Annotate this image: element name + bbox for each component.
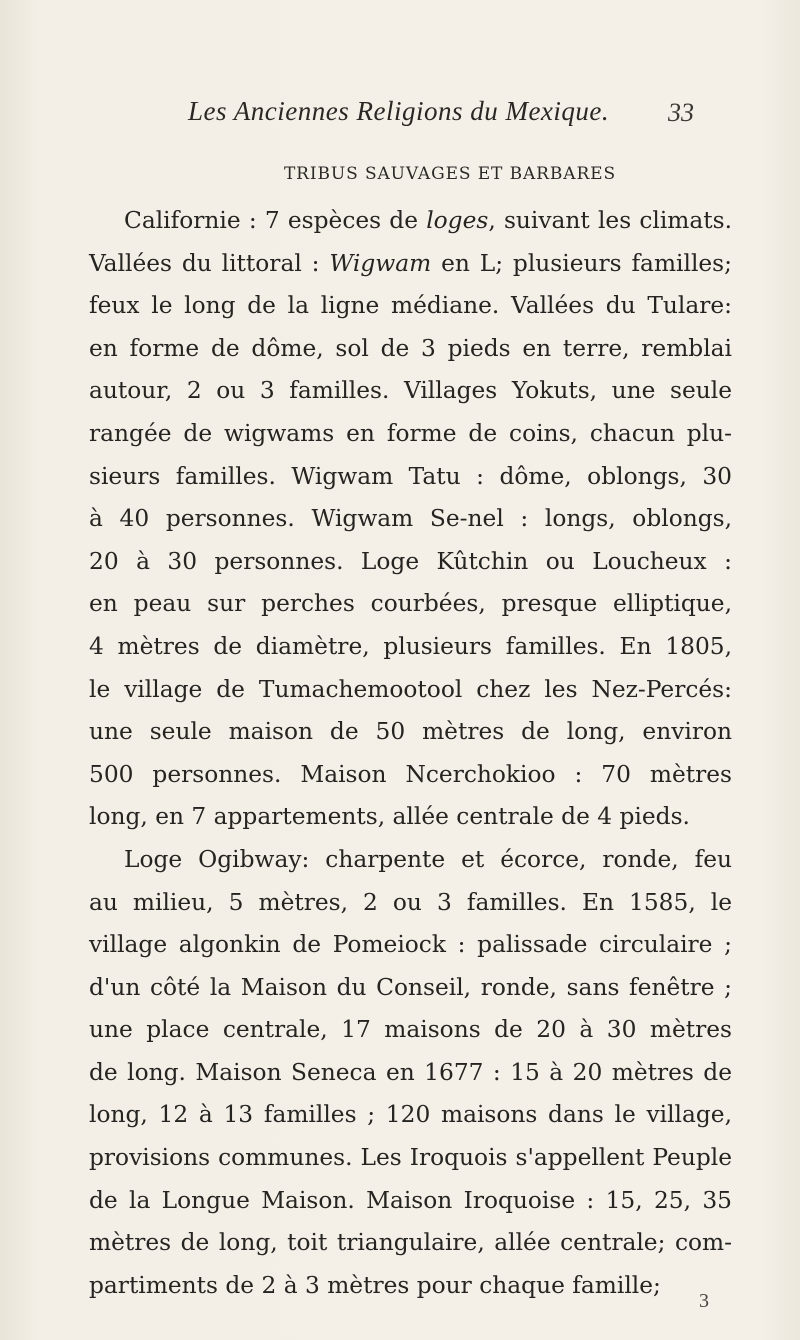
- text-line: [89, 839, 732, 882]
- text-line: [89, 456, 732, 499]
- text-line: [89, 200, 732, 243]
- section-heading-text: TRIBUS SAUVAGES ET BARBARES: [283, 164, 616, 184]
- running-head-page-number: 33: [668, 98, 694, 127]
- italic-text: Wigwam: [329, 249, 432, 277]
- text-line: [89, 882, 732, 925]
- text-segment: rangée de wigwams en forme de coins, chacun plu-: [89, 419, 732, 447]
- text-segment: 500 personnes. Maison Ncerchokioo : 70 mètres: [89, 760, 732, 788]
- signature-mark: 3: [699, 1290, 709, 1312]
- text-segment: d'un côté la Maison du Conseil, ronde, sans fenêtre ;: [89, 973, 732, 1001]
- text-segment: le village de Tumachemootool chez les Nez-Percés:: [89, 675, 732, 703]
- text-segment: en peau sur perches courbées, presque elliptique,: [89, 590, 732, 618]
- text-line: [89, 1094, 732, 1137]
- text-segment: sieurs familles. Wigwam Tatu : dôme, oblongs, 30: [89, 462, 732, 490]
- text-segment: , suivant les climats.: [488, 207, 732, 234]
- running-head: [0, 96, 800, 136]
- text-line: [89, 711, 732, 754]
- text-segment: de long. Maison Seneca en 1677 : 15 à 20 mètres de: [89, 1058, 732, 1086]
- text-segment: 20 à 30 personnes. Loge Kûtchin ou Loucheux :: [89, 547, 732, 575]
- text-segment: 4 mètres de diamètre, plusieurs familles. En 1805,: [89, 632, 732, 660]
- text-segment: partiments de 2 à 3 mètres pour chaque famille;: [89, 1271, 661, 1299]
- text-line: [89, 413, 732, 456]
- text-line: [89, 1222, 732, 1265]
- text-line: [89, 754, 732, 797]
- text-segment: autour, 2 ou 3 familles. Villages Yokuts, une seule: [89, 377, 732, 405]
- text-segment: une place centrale, 17 maisons de 20 à 30 mètres: [89, 1016, 732, 1044]
- text-line: [89, 498, 732, 541]
- text-segment: au milieu, 5 mètres, 2 ou 3 familles. En 1585, le: [89, 888, 732, 916]
- text-segment: provisions communes. Les Iroquois s'appellent Peuple: [89, 1144, 732, 1172]
- section-heading: [0, 164, 616, 184]
- text-segment: Vallées du littoral :: [89, 249, 330, 277]
- body-text: [89, 200, 732, 1307]
- text-segment: en L; plusieurs familles;: [431, 249, 732, 277]
- text-segment: village algonkin de Pomeiock : palissade circulaire ;: [89, 931, 732, 959]
- text-line: [89, 626, 732, 669]
- text-segment: de la Longue Maison. Maison Iroquoise : 15, 25, 35: [89, 1186, 732, 1214]
- text-line: [89, 541, 732, 584]
- text-line: [89, 370, 732, 413]
- text-line: [89, 1180, 732, 1223]
- text-line: [89, 1009, 732, 1052]
- text-line: [89, 796, 732, 839]
- text-line: [89, 285, 732, 328]
- text-line: [89, 328, 732, 371]
- text-segment: à 40 personnes. Wigwam Se-nel : longs, oblongs,: [89, 505, 732, 533]
- text-line: [89, 583, 732, 626]
- text-segment: feux le long de la ligne médiane. Vallées du Tulare:: [89, 292, 732, 320]
- text-line: [89, 1052, 732, 1095]
- text-line: [89, 243, 732, 286]
- text-segment: en forme de dôme, sol de 3 pieds en terre, remblai: [89, 334, 732, 362]
- italic-text: loges: [426, 207, 489, 234]
- running-head-title: Les Anciennes Religions du Mexique.: [188, 96, 610, 126]
- text-line: [89, 967, 732, 1010]
- text-segment: long, en 7 appartements, allée centrale de 4 pieds.: [89, 803, 690, 831]
- text-line: [89, 1265, 732, 1308]
- text-segment: Californie : 7 espèces de: [124, 207, 427, 234]
- text-segment: mètres de long, toit triangulaire, allée centrale; com-: [89, 1229, 732, 1257]
- text-line: [89, 1137, 732, 1180]
- text-segment: long, 12 à 13 familles ; 120 maisons dans le village,: [89, 1101, 732, 1129]
- text-segment: Loge Ogibway: charpente et écorce, ronde, feu: [124, 845, 732, 873]
- text-line: [89, 924, 732, 967]
- text-segment: une seule maison de 50 mètres de long, environ: [89, 718, 732, 746]
- text-line: [89, 669, 732, 712]
